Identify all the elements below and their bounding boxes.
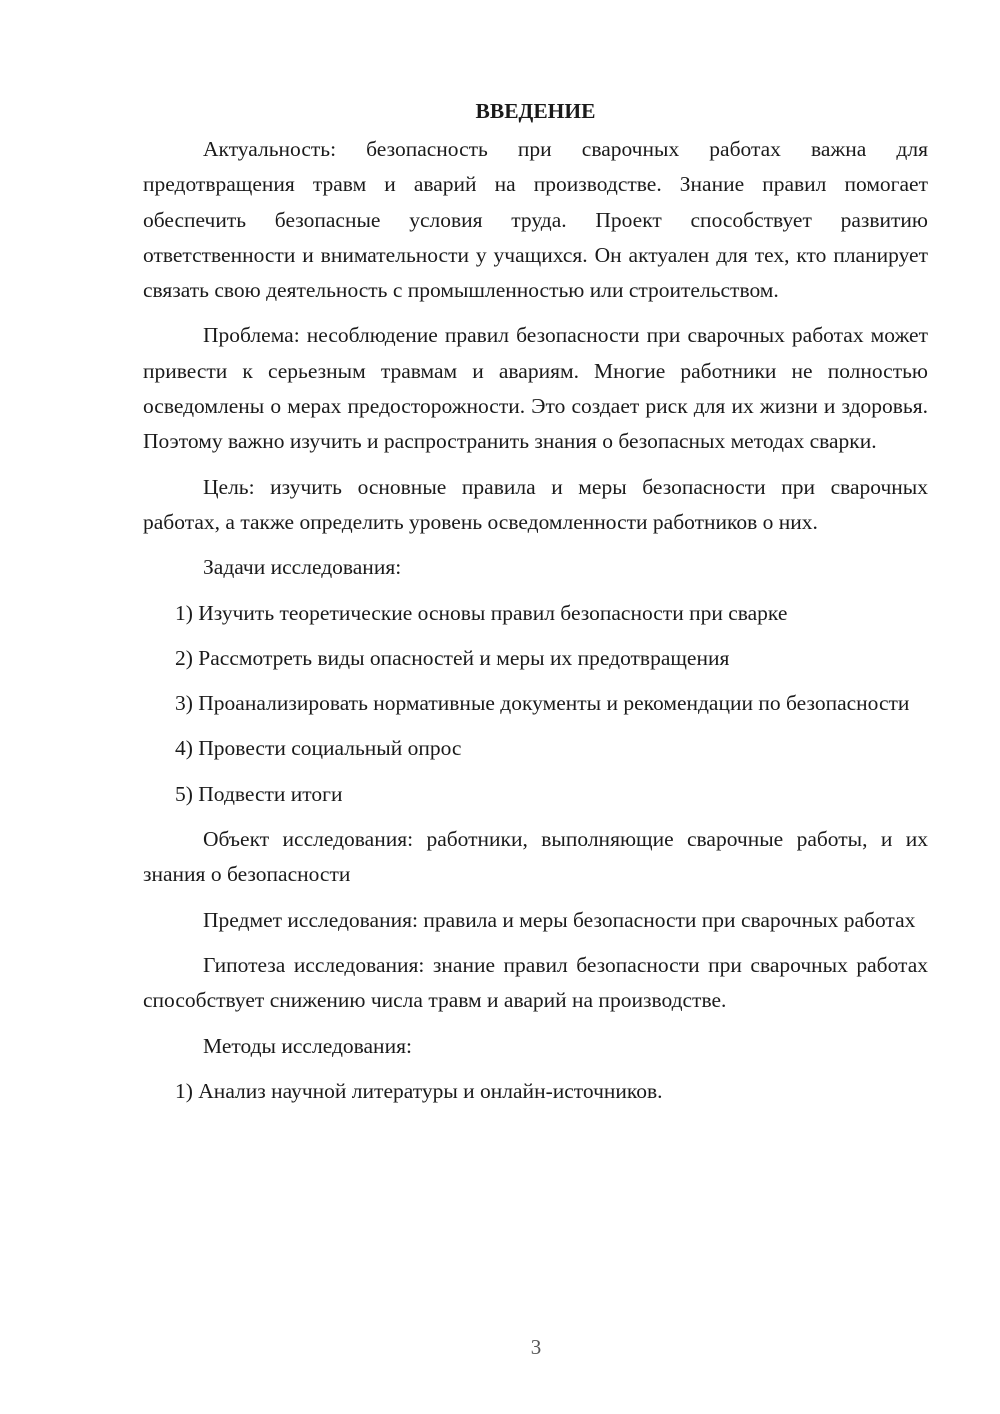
paragraph-subject: Предмет исследования: правила и меры безопасности при сварочных работах — [203, 907, 916, 932]
paragraph-relevance: Актуальность: безопасность при сварочных работах важна для предотвращения травм и аварий на производстве. Знание правил помогает обеспечить безопасные условия труда. Проект способствует развитию ответственности и внимательности у учащихся. Он актуален для тех, кто планирует связать свою деятельность с промышленностью или строительством. — [143, 137, 928, 303]
tasks-heading: Задачи исследования: — [203, 555, 402, 580]
task-item-2: 2) Рассмотреть виды опасностей и меры их предотвращения — [175, 645, 730, 670]
page-content — [143, 92, 928, 1109]
paragraph-hypothesis: Гипотеза исследования: знание правил безопасности при сварочных работах способствует снижению числа травм и аварий на производстве. — [143, 952, 928, 1013]
paragraph-object: Объект исследования: работники, выполняющие сварочные работы, и их знания о безопасности — [143, 827, 928, 887]
paragraph-problem: Проблема: несоблюдение правил безопасности при сварочных работах может привести к серьезным травмам и авариям. Многие работники не полностью осведомлены о мерах предосторожности. Это создает риск для их жизни и здоровья. Поэтому важно изучить и распространить знания о безопасных методах сварки. — [143, 323, 928, 454]
methods-heading: Методы исследования: — [203, 1033, 412, 1058]
paragraph-goal: Цель: изучить основные правила и меры безопасности при сварочных работах, а также определить уровень осведомленности работников о них. — [143, 474, 928, 534]
task-item-3: 3) Проанализировать нормативные документы и рекомендации по безопасности — [175, 691, 910, 716]
method-item-1: 1) Анализ научной литературы и онлайн-источников. — [175, 1078, 663, 1103]
page-number: 3 — [530, 1335, 542, 1359]
task-item-1: 1) Изучить теоретические основы правил безопасности при сварке — [175, 600, 788, 625]
task-item-5: 5) Подвести итоги — [175, 781, 343, 806]
page-title: ВВЕДЕНИЕ — [475, 99, 596, 123]
task-item-4: 4) Провести социальный опрос — [175, 736, 462, 761]
